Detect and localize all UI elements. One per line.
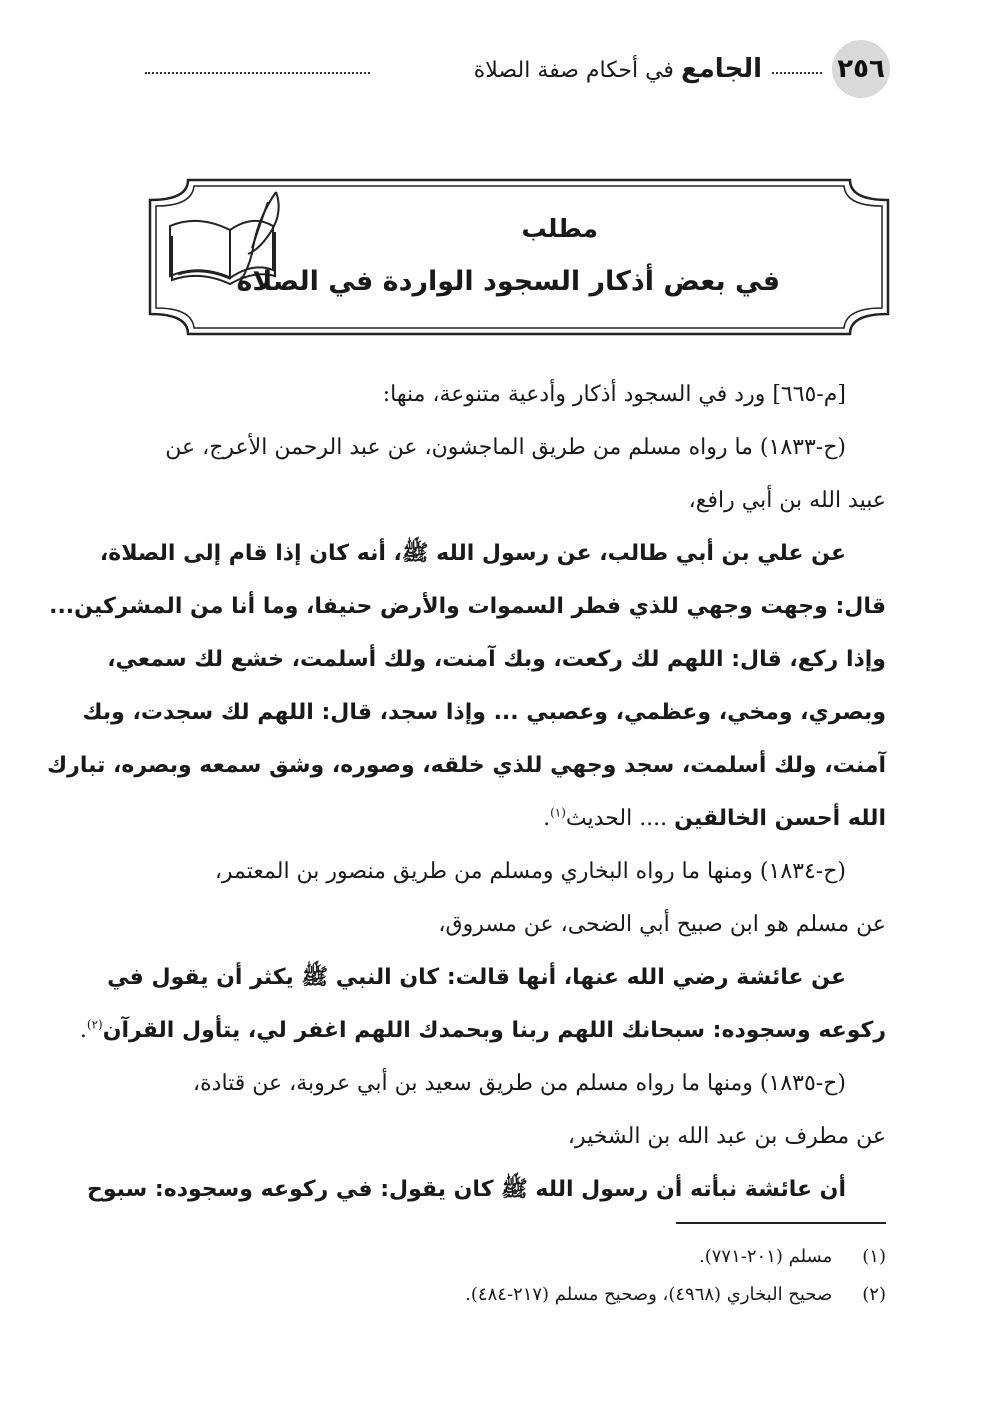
footnote-number: (١) [862,1246,886,1267]
section-title: في بعض أذكار السجود الواردة في الصلاة [236,266,780,297]
footnote-text: مسلم (٢٠١-٧٧١). [699,1246,833,1267]
text-line: عن مسلم هو ابن صبيح أبي الضحى، عن مسروق، [438,912,886,937]
footnote [145,1238,886,1276]
text-line: [م-٦٦٥] ورد في السجود أذكار وأدعية متنوعة، منها: [382,382,846,407]
footnote [145,1276,886,1314]
period: . [79,1018,87,1043]
book-title-main: الجامع [680,54,762,84]
hadith-line: أن عائشة نبأته أن رسول الله ﷺ كان يقول: في ركوعه وسجوده: سبوح [87,1177,846,1202]
text-line: (ح-١٨٣٥) ومنها ما رواه مسلم من طريق سعيد بن أبي عروبة، عن قتادة، [193,1071,846,1096]
header-dotted-rule-right [772,72,822,74]
hadith-line: وبصري، ومخي، وعظمي، وعصبي ... وإذا سجد، قال: اللهم لك سجدت، وبك [82,700,886,725]
hadith-line: آمنت، ولك أسلمت، سجد وجهي للذي خلقه، وصوره، وشق سمعه وبصره، تبارك [47,753,886,778]
page-number: ٢٥٦ [832,40,890,98]
book-title-rest: في أحكام صفة الصلاة [473,58,674,83]
hadith-fragment: ركوعه وسجوده: سبحانك اللهم ربنا وبحمدك اللهم اغفر لي، يتأول القرآن [102,1018,886,1043]
text-line: (ح-١٨٣٣) ما رواه مسلم من طريق الماجشون، عن عبد الرحمن الأعرج، عن [165,435,846,460]
footnote-marker: (١) [550,805,566,820]
hadith-ref: .... الحديث [565,806,668,831]
text-line [145,792,886,845]
hadith-line: عن علي بن أبي طالب، عن رسول الله ﷺ، أنه كان إذا قام إلى الصلاة، [99,541,846,566]
hadith-line: وإذا ركع، قال: اللهم لك ركعت، وبك آمنت، ولك أسلمت، خشع لك سمعي، [107,647,886,672]
hadith-line: قال: وجهت وجهي للذي فطر السموات والأرض حنيفا، وما أنا من المشركين... [49,594,886,619]
footnotes [145,1238,886,1314]
footnote-marker: (٢) [86,1017,103,1032]
hadith-fragment: الله أحسن الخالقين [674,806,886,831]
text-line: عبيد الله بن أبي رافع، [688,488,886,513]
book-title [474,54,762,84]
text-line: (ح-١٨٣٤) ومنها ما رواه البخاري ومسلم من طريق منصور بن المعتمر، [214,859,846,884]
text-line [79,1004,886,1057]
footnote-text: صحيح البخاري (٤٩٦٨)، وصحيح مسلم (٢١٧-٤٨٤). [465,1284,833,1305]
section-kicker: مطلب [521,214,598,243]
footnote-number: (٢) [862,1284,886,1305]
hadith-line: عن عائشة رضي الله عنها، أنها قالت: كان النبي ﷺ يكثر أن يقول في [107,965,846,990]
period: . [543,806,551,831]
footnote-separator [676,1222,886,1224]
ornamental-frame [148,178,890,336]
text-line: عن مطرف بن عبد الله بن الشخير، [567,1124,886,1149]
running-header [145,40,890,100]
main-text [47,368,886,1216]
header-dotted-rule-left [145,72,370,74]
section-title-box [148,178,890,336]
